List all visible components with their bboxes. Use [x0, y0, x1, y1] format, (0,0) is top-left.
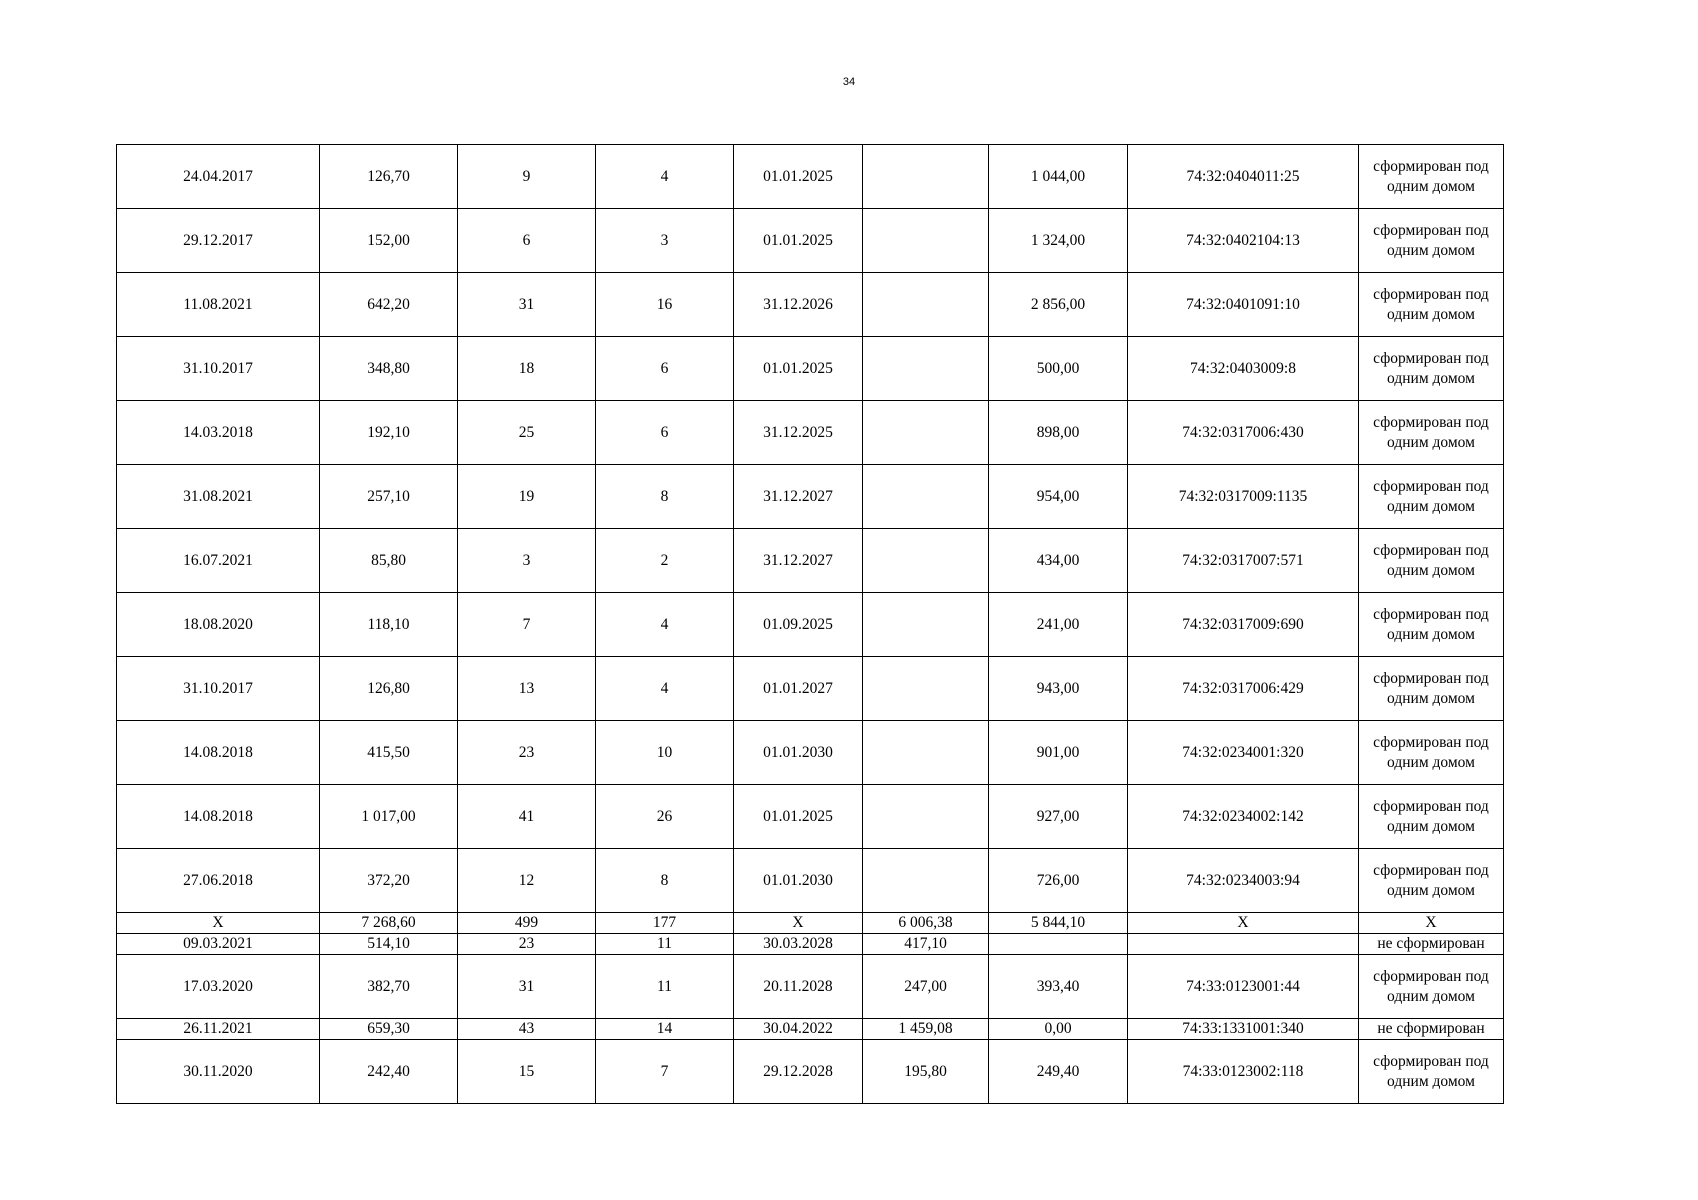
date-cell: 17.03.2020 — [117, 955, 320, 1019]
residents-cell: 19 — [458, 465, 596, 529]
area-cell: 1 017,00 — [320, 785, 458, 849]
date-cell: 16.07.2021 — [117, 529, 320, 593]
table-row — [117, 1019, 1504, 1040]
date-cell: 30.11.2020 — [117, 1040, 320, 1104]
cadastral-number-cell: 74:33:1331001:340 — [1128, 1019, 1359, 1040]
cadastral-number-cell: 74:32:0317009:690 — [1128, 593, 1359, 657]
land-status-cell: сформирован под одним домом — [1359, 337, 1504, 401]
land-status-cell: сформирован под одним домом — [1359, 273, 1504, 337]
deadline-cell: 01.01.2030 — [734, 721, 863, 785]
residents-cell: 7 — [458, 593, 596, 657]
amount-cell — [863, 721, 989, 785]
land-area-cell: 2 856,00 — [989, 273, 1128, 337]
area-cell: 152,00 — [320, 209, 458, 273]
cadastral-number-cell: X — [1128, 913, 1359, 934]
cadastral-number-cell — [1128, 934, 1359, 955]
land-area-cell: 943,00 — [989, 657, 1128, 721]
land-area-cell: 1 324,00 — [989, 209, 1128, 273]
apartments-cell: 4 — [596, 657, 734, 721]
deadline-cell: 31.12.2027 — [734, 529, 863, 593]
amount-cell — [863, 529, 989, 593]
land-status-cell: сформирован под одним домом — [1359, 593, 1504, 657]
table-row — [117, 465, 1504, 529]
land-area-cell: 5 844,10 — [989, 913, 1128, 934]
table-row — [117, 401, 1504, 465]
amount-cell — [863, 209, 989, 273]
cadastral-number-cell: 74:32:0234002:142 — [1128, 785, 1359, 849]
cadastral-number-cell: 74:32:0317006:430 — [1128, 401, 1359, 465]
table-row — [117, 849, 1504, 913]
area-cell: 126,70 — [320, 145, 458, 209]
table-body — [117, 145, 1504, 1104]
table-row — [117, 273, 1504, 337]
apartments-cell: 4 — [596, 145, 734, 209]
table-row — [117, 1040, 1504, 1104]
amount-cell — [863, 657, 989, 721]
land-status-cell: сформирован под одним домом — [1359, 401, 1504, 465]
land-area-cell: 241,00 — [989, 593, 1128, 657]
date-cell: 14.08.2018 — [117, 721, 320, 785]
deadline-cell: 29.12.2028 — [734, 1040, 863, 1104]
deadline-cell: 01.01.2030 — [734, 849, 863, 913]
land-area-cell: 954,00 — [989, 465, 1128, 529]
residents-cell: 23 — [458, 721, 596, 785]
area-cell: 382,70 — [320, 955, 458, 1019]
land-area-cell: 393,40 — [989, 955, 1128, 1019]
land-status-cell: сформирован под одним домом — [1359, 1040, 1504, 1104]
area-cell: 242,40 — [320, 1040, 458, 1104]
date-cell: 31.10.2017 — [117, 657, 320, 721]
cadastral-number-cell: 74:32:0317007:571 — [1128, 529, 1359, 593]
amount-cell: 195,80 — [863, 1040, 989, 1104]
area-cell: 126,80 — [320, 657, 458, 721]
date-cell: 14.03.2018 — [117, 401, 320, 465]
deadline-cell: 30.03.2028 — [734, 934, 863, 955]
land-area-cell: 249,40 — [989, 1040, 1128, 1104]
area-cell: 118,10 — [320, 593, 458, 657]
amount-cell — [863, 337, 989, 401]
date-cell: 14.08.2018 — [117, 785, 320, 849]
deadline-cell: 20.11.2028 — [734, 955, 863, 1019]
residents-cell: 41 — [458, 785, 596, 849]
area-cell: 514,10 — [320, 934, 458, 955]
table-row — [117, 529, 1504, 593]
area-cell: 642,20 — [320, 273, 458, 337]
amount-cell: 417,10 — [863, 934, 989, 955]
land-area-cell: 1 044,00 — [989, 145, 1128, 209]
area-cell: 372,20 — [320, 849, 458, 913]
area-cell: 85,80 — [320, 529, 458, 593]
residents-cell: 9 — [458, 145, 596, 209]
area-cell: 257,10 — [320, 465, 458, 529]
land-area-cell: 500,00 — [989, 337, 1128, 401]
land-status-cell: сформирован под одним домом — [1359, 209, 1504, 273]
date-cell: X — [117, 913, 320, 934]
area-cell: 348,80 — [320, 337, 458, 401]
amount-cell: 1 459,08 — [863, 1019, 989, 1040]
cadastral-number-cell: 74:32:0234001:320 — [1128, 721, 1359, 785]
land-status-cell: сформирован под одним домом — [1359, 657, 1504, 721]
date-cell: 29.12.2017 — [117, 209, 320, 273]
deadline-cell: 01.01.2025 — [734, 209, 863, 273]
area-cell: 192,10 — [320, 401, 458, 465]
date-cell: 18.08.2020 — [117, 593, 320, 657]
deadline-cell: 01.09.2025 — [734, 593, 863, 657]
amount-cell: 6 006,38 — [863, 913, 989, 934]
table-row — [117, 337, 1504, 401]
deadline-cell: 31.12.2027 — [734, 465, 863, 529]
cadastral-number-cell: 74:32:0234003:94 — [1128, 849, 1359, 913]
area-cell: 7 268,60 — [320, 913, 458, 934]
deadline-cell: 01.01.2027 — [734, 657, 863, 721]
deadline-cell: 31.12.2025 — [734, 401, 863, 465]
area-cell: 415,50 — [320, 721, 458, 785]
table-row — [117, 593, 1504, 657]
date-cell: 09.03.2021 — [117, 934, 320, 955]
amount-cell — [863, 273, 989, 337]
residents-cell: 13 — [458, 657, 596, 721]
deadline-cell: 01.01.2025 — [734, 785, 863, 849]
cadastral-number-cell: 74:32:0401091:10 — [1128, 273, 1359, 337]
date-cell: 27.06.2018 — [117, 849, 320, 913]
apartments-cell: 16 — [596, 273, 734, 337]
amount-cell — [863, 593, 989, 657]
land-area-cell — [989, 934, 1128, 955]
apartments-cell: 10 — [596, 721, 734, 785]
cadastral-number-cell: 74:32:0404011:25 — [1128, 145, 1359, 209]
cadastral-number-cell: 74:33:0123001:44 — [1128, 955, 1359, 1019]
apartments-cell: 4 — [596, 593, 734, 657]
residents-cell: 12 — [458, 849, 596, 913]
deadline-cell: X — [734, 913, 863, 934]
residents-cell: 31 — [458, 273, 596, 337]
amount-cell — [863, 465, 989, 529]
date-cell: 11.08.2021 — [117, 273, 320, 337]
apartments-cell: 2 — [596, 529, 734, 593]
amount-cell — [863, 785, 989, 849]
apartments-cell: 14 — [596, 1019, 734, 1040]
residents-cell: 25 — [458, 401, 596, 465]
land-status-cell: сформирован под одним домом — [1359, 849, 1504, 913]
apartments-cell: 177 — [596, 913, 734, 934]
apartments-cell: 8 — [596, 849, 734, 913]
cadastral-number-cell: 74:32:0317009:1135 — [1128, 465, 1359, 529]
land-area-cell: 0,00 — [989, 1019, 1128, 1040]
cadastral-number-cell: 74:32:0317006:429 — [1128, 657, 1359, 721]
apartments-cell: 26 — [596, 785, 734, 849]
page-number: 34 — [842, 76, 856, 88]
land-status-cell: сформирован под одним домом — [1359, 785, 1504, 849]
deadline-cell: 31.12.2026 — [734, 273, 863, 337]
deadline-cell: 30.04.2022 — [734, 1019, 863, 1040]
area-cell: 659,30 — [320, 1019, 458, 1040]
deadline-cell: 01.01.2025 — [734, 145, 863, 209]
apartments-cell: 8 — [596, 465, 734, 529]
land-status-cell: X — [1359, 913, 1504, 934]
residents-cell: 3 — [458, 529, 596, 593]
apartments-cell: 11 — [596, 934, 734, 955]
apartments-cell: 6 — [596, 337, 734, 401]
land-area-cell: 901,00 — [989, 721, 1128, 785]
cadastral-number-cell: 74:33:0123002:118 — [1128, 1040, 1359, 1104]
land-status-cell: сформирован под одним домом — [1359, 465, 1504, 529]
residents-cell: 6 — [458, 209, 596, 273]
table-row — [117, 145, 1504, 209]
date-cell: 31.08.2021 — [117, 465, 320, 529]
date-cell: 26.11.2021 — [117, 1019, 320, 1040]
land-status-cell: сформирован под одним домом — [1359, 721, 1504, 785]
table-row — [117, 913, 1504, 934]
apartments-cell: 6 — [596, 401, 734, 465]
housing-registry-table — [116, 144, 1504, 1104]
amount-cell — [863, 145, 989, 209]
table-row — [117, 209, 1504, 273]
apartments-cell: 11 — [596, 955, 734, 1019]
residents-cell: 23 — [458, 934, 596, 955]
cadastral-number-cell: 74:32:0403009:8 — [1128, 337, 1359, 401]
table-row — [117, 785, 1504, 849]
table-row — [117, 657, 1504, 721]
table-row — [117, 721, 1504, 785]
date-cell: 31.10.2017 — [117, 337, 320, 401]
land-status-cell: сформирован под одним домом — [1359, 145, 1504, 209]
residents-cell: 43 — [458, 1019, 596, 1040]
residents-cell: 31 — [458, 955, 596, 1019]
apartments-cell: 3 — [596, 209, 734, 273]
residents-cell: 15 — [458, 1040, 596, 1104]
land-area-cell: 726,00 — [989, 849, 1128, 913]
residents-cell: 499 — [458, 913, 596, 934]
amount-cell — [863, 401, 989, 465]
land-status-cell: сформирован под одним домом — [1359, 955, 1504, 1019]
land-status-cell: не сформирован — [1359, 934, 1504, 955]
land-area-cell: 898,00 — [989, 401, 1128, 465]
date-cell: 24.04.2017 — [117, 145, 320, 209]
amount-cell: 247,00 — [863, 955, 989, 1019]
table-row — [117, 934, 1504, 955]
residents-cell: 18 — [458, 337, 596, 401]
deadline-cell: 01.01.2025 — [734, 337, 863, 401]
land-status-cell: сформирован под одним домом — [1359, 529, 1504, 593]
amount-cell — [863, 849, 989, 913]
land-area-cell: 927,00 — [989, 785, 1128, 849]
table-row — [117, 955, 1504, 1019]
land-status-cell: не сформирован — [1359, 1019, 1504, 1040]
cadastral-number-cell: 74:32:0402104:13 — [1128, 209, 1359, 273]
land-area-cell: 434,00 — [989, 529, 1128, 593]
apartments-cell: 7 — [596, 1040, 734, 1104]
